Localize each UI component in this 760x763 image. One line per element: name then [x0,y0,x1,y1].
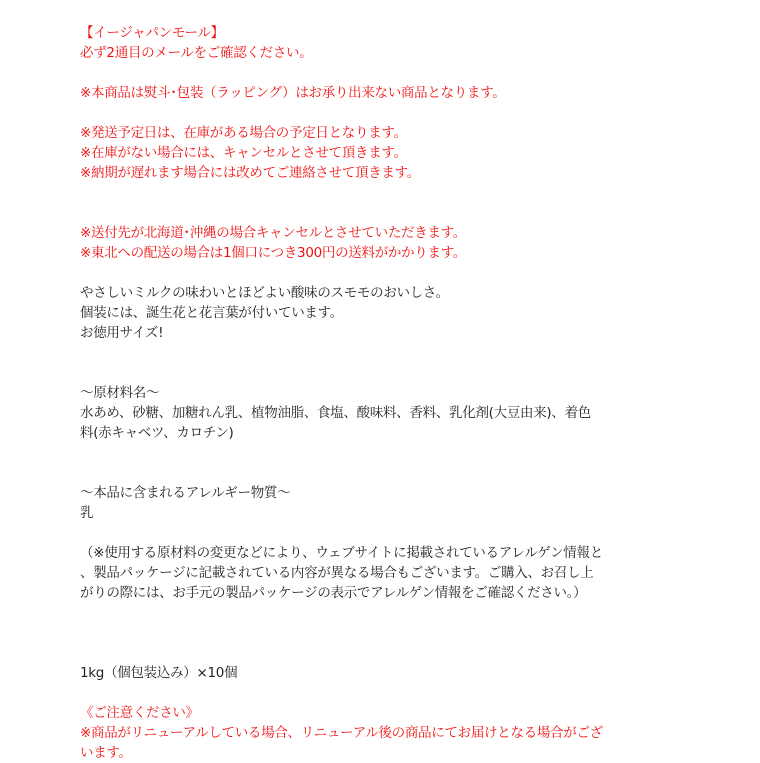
notice-line: います。 [80,745,132,761]
notice-line: ※本商品は熨斗･包装（ラッピング）はお承り出来ない商品となります。 [80,85,506,101]
description-line: 料(赤キャベツ、カロチン) [80,425,234,441]
blank-line [80,183,603,203]
blank-line [80,523,603,543]
description-line: ～原材料名～ [80,385,160,401]
description-line: 乳 [80,505,94,521]
notice-line: ※発送予定日は、在庫がある場合の予定日となります。 [80,125,407,141]
notice-line: 必ず2通目のメールをご確認ください。 [80,45,313,61]
description-line: お徳用サイズ! [80,325,164,341]
notice-line: ※在庫がない場合には、キャンセルとさせて頂きます。 [80,145,407,161]
blank-line [80,443,603,463]
blank-line [80,603,603,623]
blank-line [80,683,603,703]
description-line: 個装には、誕生花と花言葉が付いています。 [80,305,343,321]
notice-line: 【イージャパンモール】 [80,25,224,41]
blank-line [80,643,603,663]
product-description [80,23,603,763]
blank-line [80,203,603,223]
blank-line [80,463,603,483]
description-line: ～本品に含まれるアレルギー物質～ [80,485,291,501]
description-line: 水あめ、砂糖、加糖れん乳、植物油脂、食塩、酸味料、香料、乳化剤(大豆由来)、着色 [80,405,591,421]
blank-line [80,263,603,283]
notice-line: 《ご注意ください》 [80,705,199,721]
blank-line [80,343,603,363]
notice-line: ※商品がリニューアルしている場合、リニューアル後の商品にてお届けとなる場合がござ [80,725,603,741]
description-line: 1kg（個包装込み）×10個 [80,665,238,681]
description-line: がりの際には、お手元の製品パッケージの表示でアレルゲン情報をご確認ください。） [80,585,587,601]
blank-line [80,103,603,123]
blank-line [80,63,603,83]
description-line: 、製品パッケージに記載されている内容が異なる場合もございます。ご購入、お召し上 [80,565,594,581]
notice-line: ※送付先が北海道･沖縄の場合キャンセルとさせていただきます。 [80,225,466,241]
notice-line: ※東北への配送の場合は1個口につき300円の送料がかかります。 [80,245,467,261]
blank-line [80,623,603,643]
description-line: やさしいミルクの味わいとほどよい酸味のスモモのおいしさ。 [80,285,449,301]
blank-line [80,363,603,383]
description-line: （※使用する原材料の変更などにより、ウェブサイトに掲載されているアレルゲン情報と [80,545,603,561]
notice-line: ※納期が遅れます場合には改めてご連絡させて頂きます。 [80,165,420,181]
